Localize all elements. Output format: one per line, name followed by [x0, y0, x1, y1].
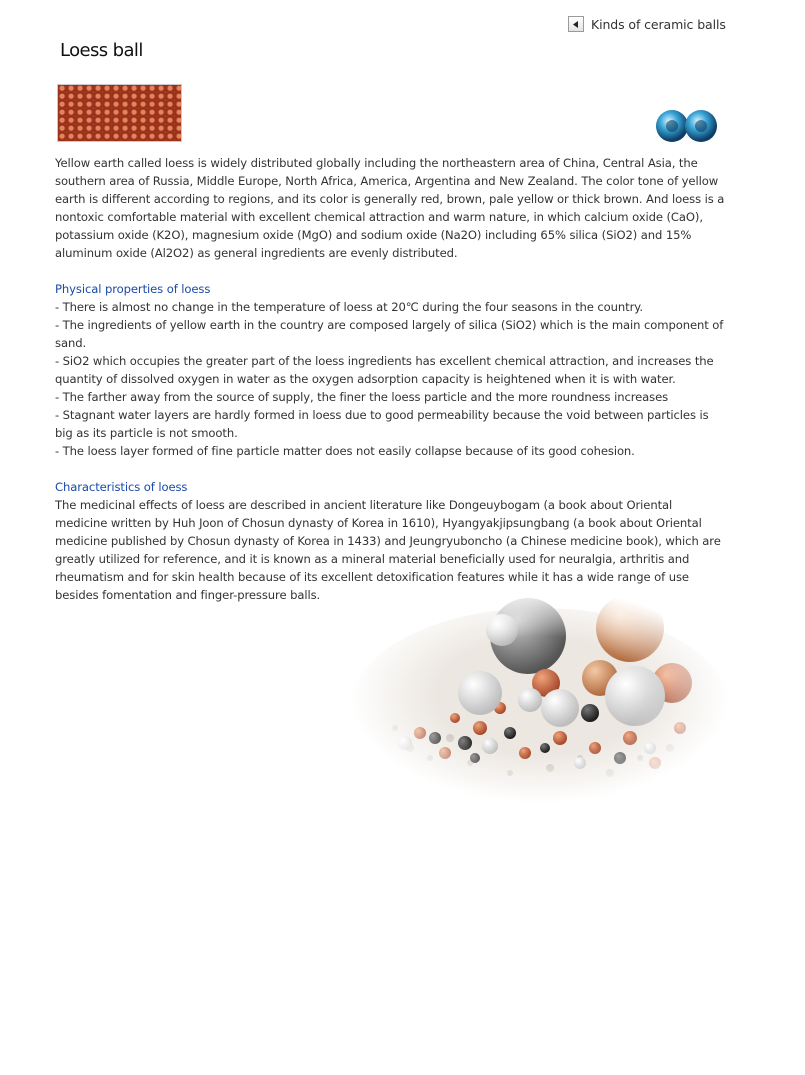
page-title: Loess ball: [60, 40, 143, 61]
list-item: - SiO2 which occupies the greater part of the loess ingredients has excellent chemical attraction, and increases the quantity of dissolved oxygen in water as the oxygen adsorption capacity is heightened when it is with water.: [55, 354, 714, 386]
list-item: - The ingredients of yellow earth in the country are composed largely of silica (SiO2) which is the main component of sand.: [55, 318, 724, 350]
characteristics-paragraph: The medicinal effects of loess are described in ancient literature like Dongeuybogam (a book about Oriental medicine written by Huh Joon of Chosun dynasty of Korea in 1610), Hyangyakjipsungbang (a book about Oriental medicine published by Chosun dynasty of Korea in 1433) and Jeungryuboncho (a Chinese medicine book), which are greatly utilized for reference, and it is known as a mineral material beneficially used for neuralgia, arthritis and rheumatism and for skin health because of its excellent detoxification features while it has a wide range of use besides fomentation and finger-pressure balls.: [55, 498, 721, 602]
back-link-kinds-of-ceramic-balls[interactable]: [568, 16, 726, 32]
back-arrow-icon[interactable]: [568, 16, 584, 32]
back-link-label[interactable]: Kinds of ceramic balls: [591, 16, 726, 32]
list-item: - The loess layer formed of fine particle matter does not easily collapse because of its good cohesion.: [55, 444, 635, 458]
characteristics-heading: Characteristics of loess: [55, 480, 188, 494]
list-item: - Stagnant water layers are hardly formed in loess due to good permeability because the void between particles is big as its particle is not smooth.: [55, 408, 709, 440]
list-item: - There is almost no change in the temperature of loess at 20℃ during the four seasons in the country.: [55, 300, 643, 314]
blue-spheres-logo-icon: [654, 108, 720, 144]
intro-paragraph: Yellow earth called loess is widely distributed globally including the northeastern area of China, Central Asia, the southern area of Russia, Middle Europe, North Africa, America, Argentina and New Zealand. The color tone of yellow earth is different according to regions, and its color is generally red, brown, pale yellow or thick brown. And loess is a nontoxic comfortable material with excellent chemical attraction and warm nature, in which calcium oxide (CaO), potassium oxide (K2O), magnesium oxide (MgO) and sodium oxide (Na2O) including 65% silica (SiO2) and 15% aluminum oxide (Al2O2) as general ingredients are evenly distributed.: [55, 156, 725, 260]
loess-balls-photo: [57, 84, 182, 142]
list-item: - The farther away from the source of supply, the finer the loess particle and the more roundness increases: [55, 390, 669, 404]
article-body: [55, 154, 727, 604]
ceramic-balls-photo: [350, 588, 730, 803]
physical-properties-heading: Physical properties of loess: [55, 282, 211, 296]
